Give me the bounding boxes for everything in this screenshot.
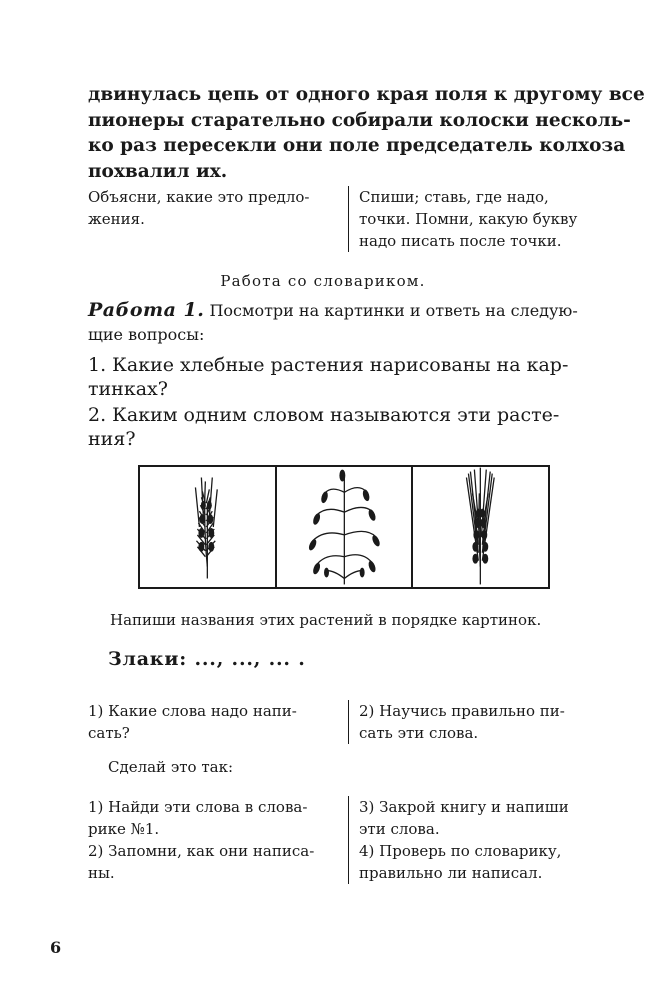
exercise-text-line: похвалил их. — [88, 160, 228, 182]
question-line: ния? — [88, 428, 136, 450]
instructions-block-1 — [88, 186, 609, 252]
instruction-line: сать эти слова. — [359, 724, 479, 742]
question-line: 2. Каким одним словом называются эти расте- — [88, 404, 560, 426]
cereal-pictures — [138, 465, 550, 589]
task-label: Работа 1. — [88, 299, 205, 321]
instruction-line: 2) Запомни, как они написа- — [88, 842, 315, 860]
instruction-line: точки. Помни, какую букву — [359, 210, 578, 228]
oat-plant-icon — [277, 467, 412, 587]
cereals-line: Злаки: ..., ..., ... . — [108, 648, 306, 670]
question-line: 1. Какие хлебные растения нарисованы на кар- — [88, 354, 569, 376]
instruction-left — [88, 186, 348, 252]
instructions-block-3 — [88, 796, 609, 884]
picture-cell — [275, 467, 412, 587]
task-text: Посмотри на картинки и ответь на следую- — [209, 301, 578, 320]
instruction-line: сать? — [88, 724, 130, 742]
instruction-left — [88, 796, 348, 884]
instruction-line: рике №1. — [88, 820, 160, 838]
do-it-label: Сделай это так: — [108, 758, 233, 776]
instruction-line: эти слова. — [359, 820, 440, 838]
question-2 — [88, 403, 618, 451]
section-title: Работа со словариком. — [220, 272, 426, 290]
exercise-text — [88, 82, 645, 184]
question-line: тинках? — [88, 378, 168, 400]
instruction-line: 1) Найди эти слова в слова- — [88, 798, 308, 816]
instruction-right — [348, 186, 609, 252]
instruction-right — [348, 796, 609, 884]
instruction-line: Объясни, какие это предло- — [88, 188, 310, 206]
instruction-left — [88, 700, 348, 744]
instruction-line: 1) Какие слова надо напи- — [88, 702, 297, 720]
task-text: щие вопросы: — [88, 325, 205, 344]
wheat-ear-icon — [140, 467, 275, 587]
exercise-text-line: пионеры старательно собирали колоски несколь- — [88, 109, 631, 131]
instruction-line: 3) Закрой книгу и напиши — [359, 798, 569, 816]
instruction-line: надо писать после точки. — [359, 232, 562, 250]
instruction-line: 2) Научись правильно пи- — [359, 702, 565, 720]
instruction-line: ны. — [88, 864, 115, 882]
instructions-block-2 — [88, 700, 609, 744]
exercise-text-line: ко раз пересекли они поле председатель колхоза — [88, 135, 626, 156]
picture-cell — [411, 467, 548, 587]
instruction-line: правильно ли написал. — [359, 864, 543, 882]
picture-cell — [140, 467, 275, 587]
task-1 — [88, 298, 608, 347]
instruction-line: Спиши; ставь, где надо, — [359, 188, 549, 206]
write-names-instruction: Напиши названия этих растений в порядке картинок. — [110, 611, 542, 629]
exercise-text-line: двинулась цепь от одного края поля к другому все — [88, 84, 645, 105]
barley-ear-icon — [413, 467, 548, 587]
page-number: 6 — [50, 938, 62, 957]
instruction-line: 4) Проверь по словарику, — [359, 842, 562, 860]
instruction-right — [348, 700, 609, 744]
instruction-line: жения. — [88, 210, 145, 228]
question-1 — [88, 353, 618, 401]
